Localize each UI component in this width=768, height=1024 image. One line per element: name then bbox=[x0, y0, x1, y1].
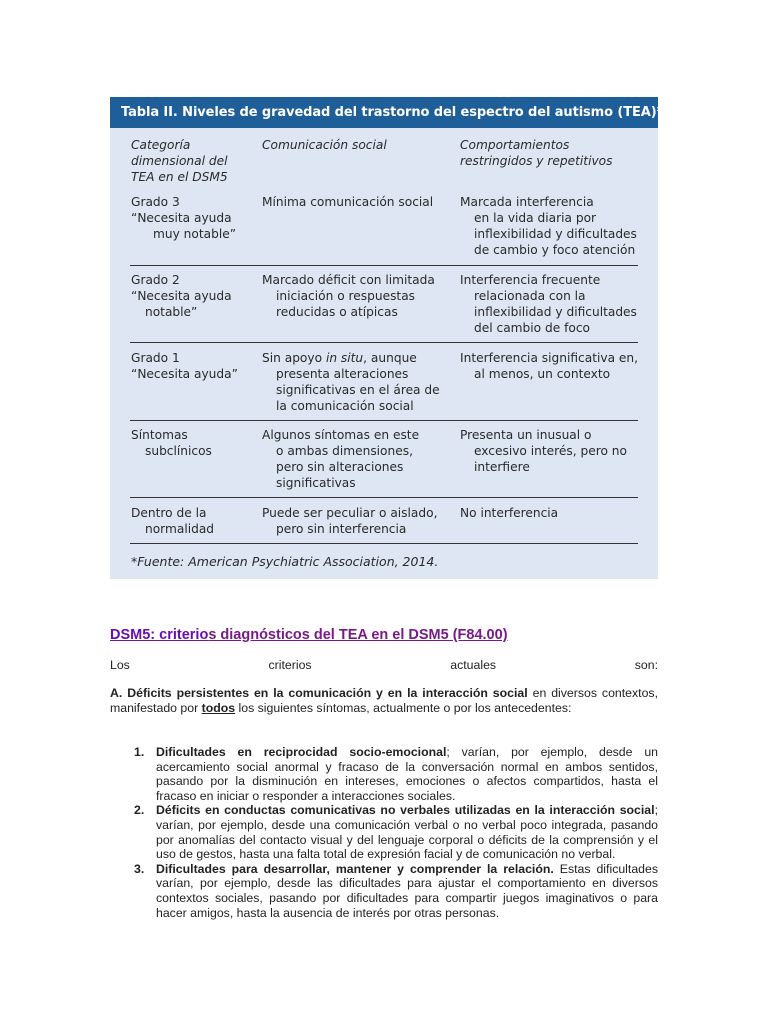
cell-line: iniciación o respuestas bbox=[276, 289, 416, 303]
list-number: 2. bbox=[134, 803, 145, 818]
cell-line: significativas en el área de bbox=[276, 383, 440, 397]
row-divider bbox=[130, 265, 638, 266]
list-item bbox=[110, 803, 658, 861]
cell-line: presenta alteraciones bbox=[276, 367, 409, 381]
severity-table bbox=[110, 97, 664, 579]
cell-line: Grado 3 bbox=[131, 195, 180, 209]
cell-line: Dentro de la bbox=[131, 506, 207, 520]
criterion-a-emphasis: todos bbox=[201, 700, 236, 715]
intro-word: son: bbox=[634, 658, 658, 672]
cell-line: subclínicos bbox=[145, 444, 212, 458]
list-item bbox=[110, 745, 658, 803]
cell-line: relacionada con la bbox=[474, 289, 586, 303]
row1-behaviors bbox=[460, 194, 650, 258]
section-heading bbox=[110, 627, 508, 643]
list-item-title: Dificultades para desarrollar, mantener y comprender la relación. bbox=[156, 861, 554, 876]
cell-line: Grado 1 bbox=[131, 351, 180, 365]
list-item-text: Estas dificultades varían, por ejemplo, desde las dificultades para ajustar el comportamiento en diversos contextos sociales, pasando por dificultades para compartir juegos imaginativos o para hacer amigos, hasta la ausencia de interés por otras personas. bbox=[156, 861, 658, 920]
cell-line: de cambio y foco atención bbox=[474, 243, 636, 257]
cell-line: Interferencia frecuente bbox=[460, 273, 601, 287]
row5-behaviors bbox=[460, 505, 650, 521]
cell-text: , aunque bbox=[363, 351, 417, 365]
row3-social bbox=[262, 350, 458, 414]
cell-italic: in situ bbox=[325, 351, 364, 365]
intro-word: actuales bbox=[450, 658, 497, 672]
list-number: 1. bbox=[134, 745, 145, 759]
cell-line: No interferencia bbox=[460, 506, 559, 520]
cell-line: en la vida diaria por bbox=[474, 211, 597, 225]
row4-category bbox=[131, 427, 261, 459]
cell-line: “Necesita ayuda” bbox=[131, 367, 238, 381]
list-item bbox=[110, 862, 658, 920]
header-line: TEA en el DSM5 bbox=[131, 170, 228, 184]
list-item-title: Dificultades en reciprocidad socio-emocional bbox=[156, 745, 447, 759]
cell-line: excesivo interés, pero no bbox=[474, 444, 627, 458]
row-divider bbox=[130, 420, 638, 421]
intro-word: Los bbox=[110, 658, 130, 672]
list-item-text: ; varían, por ejemplo, desde una comunicación verbal o no verbal poco integrada, pasando por anomalías del contacto visual y del lenguaje corporal o déficits de la comprensión y el uso de gestos, hasta una falta total de expresión facial y de comunicación no verbal. bbox=[156, 803, 658, 862]
intro-word: criterios bbox=[268, 658, 312, 672]
cell-line: pero sin interferencia bbox=[276, 522, 407, 536]
header-line: Categoría bbox=[131, 138, 191, 152]
cell-line: reducidas o atípicas bbox=[276, 305, 398, 319]
header-line: Comportamientos bbox=[460, 138, 570, 152]
list-number: 3. bbox=[134, 861, 145, 876]
cell-line: “Necesita ayuda bbox=[131, 289, 232, 303]
cell-line: inflexibilidad y dificultades bbox=[474, 305, 637, 319]
cell-line: Grado 2 bbox=[131, 273, 180, 287]
cell-line: Mínima comunicación social bbox=[262, 195, 434, 209]
cell-line: o ambas dimensiones, bbox=[276, 444, 413, 458]
row5-category bbox=[131, 505, 261, 537]
intro-line bbox=[110, 658, 658, 673]
row2-category bbox=[131, 272, 261, 320]
row-divider bbox=[130, 342, 638, 343]
heading-link[interactable]: DSM5: criterio bbox=[110, 627, 209, 643]
header-category bbox=[131, 137, 261, 185]
header-line: restringidos y repetitivos bbox=[460, 154, 613, 168]
cell-line: Síntomas bbox=[131, 428, 188, 442]
row3-behaviors bbox=[460, 350, 650, 382]
row4-social bbox=[262, 427, 458, 491]
cell-line: notable” bbox=[145, 305, 198, 319]
row4-behaviors bbox=[460, 427, 650, 475]
cell-line: inflexibilidad y dificultades bbox=[474, 227, 637, 241]
cell-line: Marcado déficit con limitada bbox=[262, 273, 435, 287]
cell-line: “Necesita ayuda bbox=[131, 211, 232, 225]
list-item-text: ; varían, por ejemplo, desde un acercamiento social anormal y fracaso de la conversación normal en ambos sentidos, pasando por la disminución en intereses, emociones o afectos compartidos, hasta el fracaso en iniciar o responder a interacciones sociales. bbox=[156, 745, 658, 803]
cell-line: pero sin alteraciones bbox=[276, 460, 404, 474]
row2-behaviors bbox=[460, 272, 650, 336]
header-restricted-behaviors bbox=[460, 137, 650, 169]
cell-line: normalidad bbox=[145, 522, 215, 536]
criteria-list bbox=[110, 745, 658, 920]
header-line: dimensional del bbox=[131, 154, 228, 168]
criterion-a bbox=[110, 686, 658, 715]
row1-social bbox=[262, 194, 458, 210]
cell-line: Marcada interferencia bbox=[460, 195, 594, 209]
cell-line: Algunos síntomas en este bbox=[262, 428, 420, 442]
row3-category bbox=[131, 350, 261, 382]
row-divider bbox=[130, 497, 638, 498]
row1-category bbox=[131, 194, 261, 242]
cell-line bbox=[262, 350, 458, 366]
cell-line: muy notable” bbox=[153, 227, 237, 241]
cell-line: al menos, un contexto bbox=[474, 367, 611, 381]
criterion-a-text: en diversos contextos, manifestado por bbox=[110, 686, 658, 715]
header-social-communication bbox=[262, 137, 458, 153]
heading-rest: s diagnósticos del TEA en el DSM5 (F84.00) bbox=[208, 627, 508, 643]
cell-line: Interferencia significativa en, bbox=[460, 351, 639, 365]
list-item-title: Déficits en conductas comunicativas no verbales utilizadas en la interacción social bbox=[156, 803, 655, 818]
cell-line: Puede ser peculiar o aislado, bbox=[262, 506, 438, 520]
row2-social bbox=[262, 272, 458, 320]
header-line: Comunicación social bbox=[262, 138, 387, 152]
cell-line: interfiere bbox=[474, 460, 530, 474]
cell-text: Sin apoyo bbox=[262, 351, 326, 365]
criterion-a-text: los siguientes síntomas, actualmente o por los antecedentes: bbox=[235, 700, 572, 715]
cell-line: del cambio de foco bbox=[474, 321, 591, 335]
table-title: Tabla II. Niveles de gravedad del trastorno del espectro del autismo (TEA)* bbox=[110, 97, 658, 128]
table-footnote: *Fuente: American Psychiatric Association, 2014. bbox=[131, 554, 439, 569]
cell-line: la comunicación social bbox=[276, 399, 414, 413]
criterion-a-title: A. Déficits persistentes en la comunicación y en la interacción social bbox=[110, 686, 528, 700]
row5-social bbox=[262, 505, 458, 537]
cell-line: significativas bbox=[276, 476, 356, 490]
table-bottom-rule bbox=[130, 543, 638, 544]
cell-line: Presenta un inusual o bbox=[460, 428, 592, 442]
